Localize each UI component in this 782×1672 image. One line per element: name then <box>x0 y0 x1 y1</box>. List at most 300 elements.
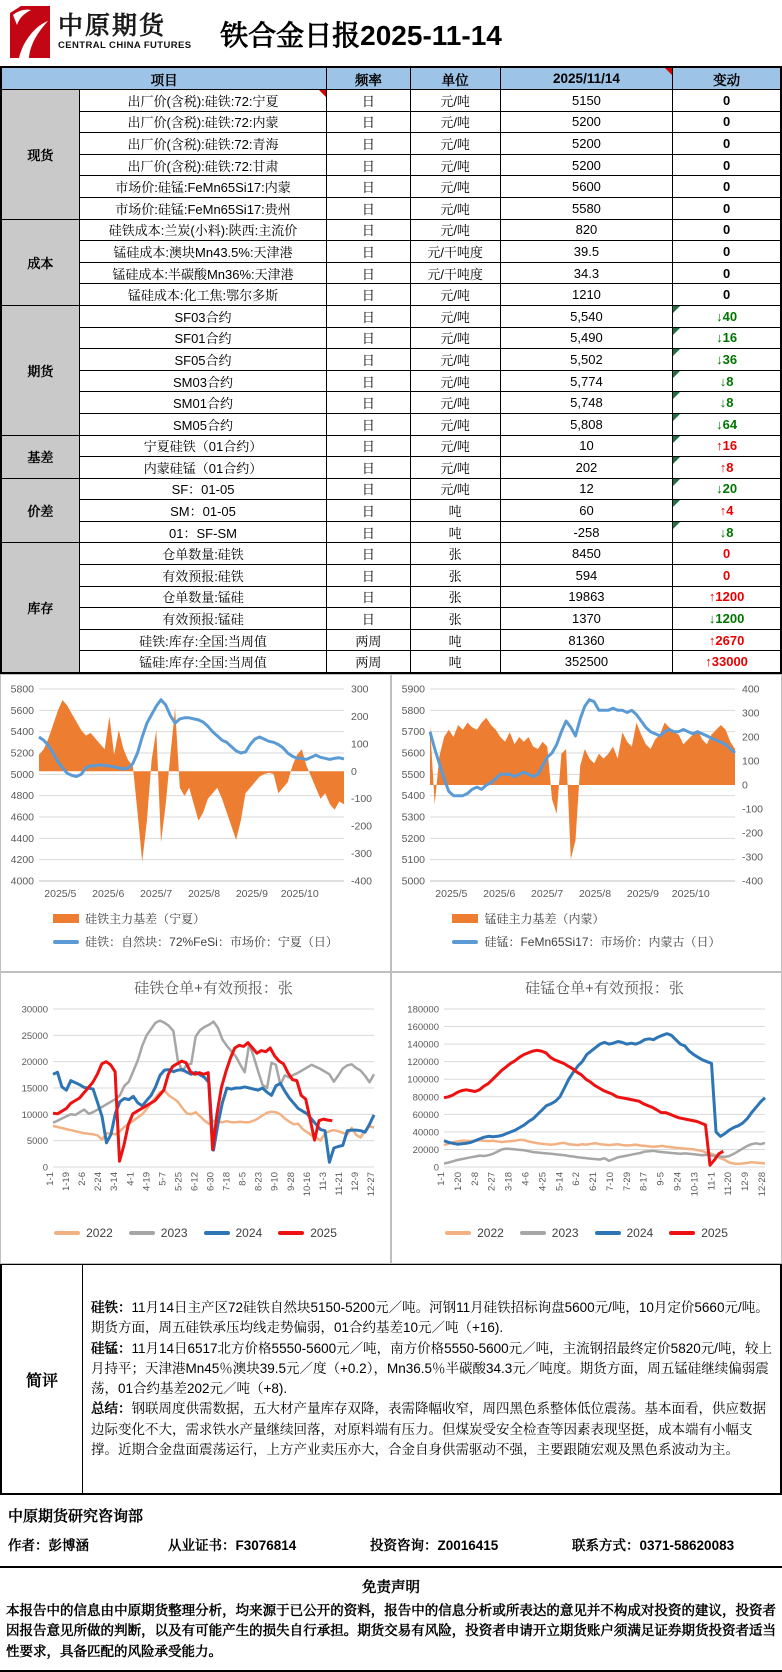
row-item: 硅铁:库存:全国:当周值 <box>79 629 327 651</box>
table-row <box>1 392 781 414</box>
table-row <box>1 262 781 284</box>
author: 作者：彭博涵 <box>8 1538 89 1554</box>
svg-text:-200: -200 <box>351 820 373 833</box>
row-freq: 日 <box>327 500 410 522</box>
chart-sm-warrants-panel <box>391 972 782 1264</box>
chart-sf-basis <box>1 675 390 908</box>
row-value: 5,540 <box>500 305 672 327</box>
legend-item <box>520 1226 579 1240</box>
svg-text:9-28: 9-28 <box>285 1172 297 1192</box>
row-item: 市场价:硅锰:FeMn65Si17:贵州 <box>79 197 327 219</box>
row-freq: 日 <box>327 608 410 630</box>
advisory-cert: 投资咨询：Z0016415 <box>370 1538 499 1554</box>
chart-sm-basis <box>392 675 781 908</box>
svg-text:5400: 5400 <box>10 726 34 739</box>
row-value: 5200 <box>500 111 672 133</box>
svg-text:5100: 5100 <box>401 854 425 867</box>
comment-section <box>0 1264 782 1495</box>
row-value: 594 <box>500 565 672 587</box>
report-header <box>0 0 782 66</box>
legend-item <box>595 1226 654 1240</box>
table-row <box>1 500 781 522</box>
row-change: 0 <box>673 565 781 587</box>
row-change: ↑16 <box>673 435 781 457</box>
svg-text:10-16: 10-16 <box>301 1172 313 1197</box>
row-change: 0 <box>673 133 781 155</box>
row-freq: 日 <box>327 457 410 479</box>
svg-text:2-8: 2-8 <box>469 1172 481 1186</box>
row-item: 出厂价(含税):硅铁:72:甘肃 <box>79 154 327 176</box>
table-row <box>1 435 781 457</box>
svg-text:1-1: 1-1 <box>45 1172 56 1186</box>
row-unit: 张 <box>410 608 500 630</box>
svg-text:2025/9: 2025/9 <box>626 888 659 901</box>
svg-text:30000: 30000 <box>21 1004 48 1016</box>
report-footer <box>0 1495 782 1568</box>
svg-text:6-30: 6-30 <box>205 1172 217 1192</box>
row-freq: 日 <box>327 111 410 133</box>
legend-swatch <box>520 1231 546 1235</box>
row-unit: 吨 <box>410 521 500 543</box>
row-unit: 元/吨 <box>410 284 500 306</box>
practice-cert: 从业证书：F3076814 <box>168 1538 297 1554</box>
row-change: ↓8 <box>673 521 781 543</box>
row-item: 锰硅成本:半碳酸Mn36%:天津港 <box>79 262 327 284</box>
svg-text:2025/5: 2025/5 <box>44 888 77 901</box>
svg-text:0: 0 <box>42 1162 48 1174</box>
row-unit: 元/吨 <box>410 413 500 435</box>
svg-text:120000: 120000 <box>407 1057 439 1069</box>
legend-label: 2024 <box>626 1226 654 1241</box>
row-change: 0 <box>673 241 781 263</box>
svg-text:5000: 5000 <box>26 1136 48 1148</box>
comment-body <box>83 1265 780 1493</box>
svg-text:5300: 5300 <box>401 811 425 824</box>
row-unit: 元/吨 <box>410 90 500 112</box>
row-unit: 元/吨 <box>410 457 500 479</box>
table-row <box>1 521 781 543</box>
chart-sf-basis-legend <box>53 910 338 950</box>
svg-text:6-2: 6-2 <box>571 1172 583 1186</box>
svg-text:2025/7: 2025/7 <box>140 888 173 901</box>
svg-text:1-19: 1-19 <box>61 1172 73 1192</box>
svg-text:5-7: 5-7 <box>157 1172 169 1186</box>
svg-text:6-21: 6-21 <box>588 1172 600 1192</box>
comment-label: 简评 <box>2 1265 83 1493</box>
series-basis <box>39 700 344 862</box>
comment-text: 钢联周度供需数据，五大材产量库存双降，表需降幅收窄，周四黑色系整体低位震荡。基本面看，供应数据边际变化不大，需求铁水产量继续回落，对原料端有压力。但煤炭受安全检查等因素表现坚挺，成本端有小幅支撑。近期合金盘面震荡运行，上方产业卖压亦大，合金自身供需驱动不强，主要跟随宏观及黑色系波动为主。 <box>91 1401 766 1457</box>
row-change: ↑4 <box>673 500 781 522</box>
legend-swatch <box>204 1231 230 1235</box>
legend-item <box>54 1226 113 1240</box>
svg-text:11-20: 11-20 <box>723 1172 735 1196</box>
legend-item <box>669 1226 728 1240</box>
row-item: 仓单数量:锰硅 <box>79 586 327 608</box>
svg-text:-200: -200 <box>742 827 764 840</box>
row-change: 0 <box>673 219 781 241</box>
svg-text:12-9: 12-9 <box>349 1172 361 1192</box>
legend-label: 2025 <box>701 1226 728 1241</box>
row-change: ↓16 <box>673 327 781 349</box>
row-value: 34.3 <box>500 262 672 284</box>
svg-text:2-27: 2-27 <box>486 1172 498 1192</box>
row-unit: 元/干吨度 <box>410 262 500 284</box>
svg-text:100000: 100000 <box>407 1074 439 1086</box>
svg-text:-300: -300 <box>742 851 764 864</box>
col-header-freq: 频率 <box>327 67 410 90</box>
svg-text:100: 100 <box>742 755 760 768</box>
row-value: 81360 <box>500 629 672 651</box>
chart-sf-warrants-legend <box>1 1226 390 1240</box>
chart-title: 硅铁仓单+有效预报：张 <box>134 980 293 998</box>
svg-text:5800: 5800 <box>401 704 425 717</box>
table-row <box>1 608 781 630</box>
table-header-row <box>1 67 781 90</box>
report-title: 铁合金日报2025-11-14 <box>220 20 502 51</box>
disclaimer-section <box>0 1568 782 1672</box>
row-value: 5200 <box>500 154 672 176</box>
svg-text:11-1: 11-1 <box>706 1172 718 1191</box>
legend-label: 硅铁：自然块：72%FeSi：市场价：宁夏（日） <box>85 935 338 950</box>
row-item: 出厂价(含税):硅铁:72:内蒙 <box>79 111 327 133</box>
row-change: ↓64 <box>673 413 781 435</box>
comment-paragraph <box>91 1339 772 1400</box>
row-freq: 日 <box>327 241 410 263</box>
svg-text:4600: 4600 <box>10 811 34 824</box>
row-value: 5600 <box>500 176 672 198</box>
disclaimer-body: 本报告中的信息由中原期货整理分析，均来源于已公开的资料，报告中的信息分析或所表达的意见并不构成对投资的建议，投资者因报告意见所做的判断，以及有可能产生的损失自行承担。期货交易有风险，投资者申请开立期货账户须满足证券期货投资者适当性要求，具备匹配的风险承受能力。 <box>6 1603 776 1659</box>
legend-swatch <box>278 1231 304 1235</box>
row-freq: 日 <box>327 305 410 327</box>
svg-text:5200: 5200 <box>10 747 34 760</box>
svg-text:8-23: 8-23 <box>253 1172 265 1192</box>
table-row <box>1 111 781 133</box>
row-item: 市场价:硅锰:FeMn65Si17:内蒙 <box>79 176 327 198</box>
comment-lead: 硅铁： <box>91 1300 132 1316</box>
legend-swatch <box>53 940 79 944</box>
legend-item <box>445 1226 504 1240</box>
row-unit: 吨 <box>410 500 500 522</box>
svg-text:5500: 5500 <box>401 768 425 781</box>
svg-text:-100: -100 <box>742 803 764 816</box>
row-change: ↓20 <box>673 478 781 500</box>
row-freq: 日 <box>327 349 410 371</box>
row-freq: 日 <box>327 521 410 543</box>
chart-title: 硅锰仓单+有效预报：张 <box>525 980 684 998</box>
table-row <box>1 651 781 673</box>
svg-text:2025/6: 2025/6 <box>92 888 125 901</box>
svg-text:9-5: 9-5 <box>655 1172 667 1186</box>
comment-lead: 总结： <box>91 1401 132 1417</box>
svg-text:2025/9: 2025/9 <box>235 888 268 901</box>
row-freq: 日 <box>327 176 410 198</box>
chart-sm-basis-legend <box>452 910 720 950</box>
svg-text:5900: 5900 <box>401 683 425 696</box>
comment-lead: 硅锰： <box>91 1340 132 1356</box>
price-table <box>0 66 782 674</box>
series-2024 <box>444 1034 765 1145</box>
row-change: ↑1200 <box>673 586 781 608</box>
series-2023 <box>53 1021 374 1123</box>
svg-text:7-18: 7-18 <box>221 1172 233 1192</box>
svg-text:8-17: 8-17 <box>638 1172 650 1192</box>
row-unit: 元/干吨度 <box>410 241 500 263</box>
table-row <box>1 478 781 500</box>
svg-text:400: 400 <box>742 683 760 696</box>
row-change: 0 <box>673 543 781 565</box>
legend-label: 2022 <box>86 1226 113 1241</box>
legend-label: 硅锰：FeMn65Si17：市场价：内蒙古（日） <box>484 935 721 950</box>
svg-text:2025/8: 2025/8 <box>187 888 221 901</box>
row-freq: 日 <box>327 154 410 176</box>
row-value: 5,774 <box>500 370 672 392</box>
row-freq: 日 <box>327 262 410 284</box>
row-unit: 吨 <box>410 651 500 673</box>
disclaimer-title: 免责声明 <box>362 1580 420 1597</box>
svg-text:1-1: 1-1 <box>436 1172 447 1186</box>
svg-text:7-10: 7-10 <box>604 1172 616 1192</box>
row-freq: 日 <box>327 370 410 392</box>
row-unit: 元/吨 <box>410 133 500 155</box>
row-unit: 元/吨 <box>410 435 500 457</box>
row-value: 5200 <box>500 133 672 155</box>
svg-text:4-6: 4-6 <box>520 1172 532 1186</box>
row-value: 352500 <box>500 651 672 673</box>
row-unit: 张 <box>410 565 500 587</box>
svg-text:200: 200 <box>742 731 760 744</box>
table-row <box>1 349 781 371</box>
row-item: SM：01-05 <box>79 500 327 522</box>
svg-text:5000: 5000 <box>10 768 34 781</box>
svg-text:40000: 40000 <box>412 1127 439 1139</box>
table-row <box>1 370 781 392</box>
svg-text:2-24: 2-24 <box>93 1172 105 1192</box>
svg-text:5200: 5200 <box>401 832 425 845</box>
col-header-unit: 单位 <box>410 67 500 90</box>
svg-text:300: 300 <box>351 683 369 696</box>
row-change: ↓1200 <box>673 608 781 630</box>
table-row <box>1 219 781 241</box>
row-unit: 元/吨 <box>410 478 500 500</box>
chart-sm-warrants-legend <box>392 1226 781 1240</box>
svg-text:5-25: 5-25 <box>173 1172 185 1192</box>
row-item: 锰硅:库存:全国:当周值 <box>79 651 327 673</box>
svg-text:11-3: 11-3 <box>317 1172 329 1191</box>
row-unit: 元/吨 <box>410 327 500 349</box>
table-row <box>1 154 781 176</box>
row-change: ↑8 <box>673 457 781 479</box>
svg-text:-400: -400 <box>351 875 373 888</box>
row-category: 现货 <box>1 90 79 220</box>
row-item: 锰硅成本:澳块Mn43.5%:天津港 <box>79 241 327 263</box>
row-item: SM05合约 <box>79 413 327 435</box>
row-value: 39.5 <box>500 241 672 263</box>
svg-text:10-13: 10-13 <box>689 1172 701 1197</box>
svg-text:12-27: 12-27 <box>366 1172 377 1197</box>
svg-text:1-20: 1-20 <box>452 1172 464 1192</box>
svg-text:5400: 5400 <box>401 790 425 803</box>
row-change: ↓36 <box>673 349 781 371</box>
svg-text:180000: 180000 <box>407 1004 439 1016</box>
legend-swatch <box>452 940 478 944</box>
row-category: 价差 <box>1 478 79 543</box>
row-item: 硅铁成本:兰炭(小料):陕西:主流价 <box>79 219 327 241</box>
chart-sm-warrants <box>392 973 781 1224</box>
row-unit: 张 <box>410 543 500 565</box>
legend-item <box>452 910 604 927</box>
chart-sf-warrants <box>1 973 390 1224</box>
legend-item <box>53 933 338 950</box>
legend-label: 硅铁主力基差（宁夏） <box>85 912 206 927</box>
svg-text:4400: 4400 <box>10 832 34 845</box>
row-item: 出厂价(含税):硅铁:72:宁夏 <box>79 90 327 112</box>
legend-item <box>452 933 720 950</box>
svg-text:100: 100 <box>351 738 369 751</box>
svg-text:140000: 140000 <box>407 1039 439 1051</box>
col-header-date: 2025/11/14 <box>500 67 672 90</box>
svg-text:5600: 5600 <box>401 747 425 760</box>
legend-label: 2025 <box>310 1226 337 1241</box>
row-item: SM01合约 <box>79 392 327 414</box>
row-freq: 日 <box>327 543 410 565</box>
row-item: 有效预报:硅铁 <box>79 565 327 587</box>
svg-text:4-25: 4-25 <box>537 1172 549 1192</box>
svg-text:-300: -300 <box>351 848 373 861</box>
row-unit: 元/吨 <box>410 392 500 414</box>
company-name-cn: 中原期货 <box>58 11 167 40</box>
charts-grid <box>0 674 782 1264</box>
row-unit: 元/吨 <box>410 111 500 133</box>
row-value: 5,502 <box>500 349 672 371</box>
department-name: 中原期货研究咨询部 <box>8 1508 144 1526</box>
row-value: 12 <box>500 478 672 500</box>
row-change: ↓8 <box>673 370 781 392</box>
row-unit: 元/吨 <box>410 370 500 392</box>
svg-text:4-19: 4-19 <box>141 1172 153 1192</box>
row-item: 内蒙硅锰（01合约） <box>79 457 327 479</box>
svg-text:3-14: 3-14 <box>109 1172 121 1192</box>
svg-text:80000: 80000 <box>412 1092 439 1104</box>
legend-swatch <box>452 914 478 923</box>
row-freq: 日 <box>327 90 410 112</box>
svg-text:60000: 60000 <box>412 1109 439 1121</box>
svg-text:300: 300 <box>742 707 760 720</box>
row-item: 01：SF-SM <box>79 521 327 543</box>
legend-item <box>53 910 205 927</box>
svg-text:2-6: 2-6 <box>77 1172 89 1186</box>
row-freq: 日 <box>327 392 410 414</box>
legend-item <box>204 1226 263 1240</box>
svg-text:5000: 5000 <box>401 875 425 888</box>
row-category: 成本 <box>1 219 79 305</box>
row-item: SF：01-05 <box>79 478 327 500</box>
row-value: 5580 <box>500 197 672 219</box>
col-header-item: 项目 <box>1 67 327 90</box>
row-unit: 元/吨 <box>410 219 500 241</box>
legend-label: 锰硅主力基差（内蒙） <box>484 912 605 927</box>
row-item: 仓单数量:硅铁 <box>79 543 327 565</box>
svg-text:12-9: 12-9 <box>740 1172 752 1192</box>
table-row <box>1 284 781 306</box>
svg-text:3-18: 3-18 <box>503 1172 515 1192</box>
row-freq: 日 <box>327 219 410 241</box>
row-item: 有效预报:锰硅 <box>79 608 327 630</box>
row-value: 8450 <box>500 543 672 565</box>
svg-text:6-12: 6-12 <box>189 1172 201 1192</box>
svg-text:0: 0 <box>433 1162 439 1174</box>
row-change: 0 <box>673 176 781 198</box>
comment-text: 11月14日6517北方价格5550-5600元／吨，南方价格5550-5600元／吨，主流钢招最终定价5820元/吨，较上月持平；天津港Mn45％澳块39.5元／度（+0.2），Mn36.5％半碳酸34.3元／吨度。期货方面，周五锰硅继续偏弱震荡，01合约基差202元／吨（+8). <box>91 1340 772 1397</box>
row-unit: 张 <box>410 586 500 608</box>
table-row <box>1 629 781 651</box>
row-value: 5,490 <box>500 327 672 349</box>
svg-text:200: 200 <box>351 710 369 723</box>
svg-text:9-24: 9-24 <box>672 1172 684 1192</box>
row-item: 宁夏硅铁（01合约） <box>79 435 327 457</box>
svg-text:25000: 25000 <box>21 1030 48 1042</box>
svg-text:5-14: 5-14 <box>554 1172 566 1192</box>
legend-swatch <box>595 1231 621 1235</box>
legend-swatch <box>53 914 79 923</box>
row-unit: 元/吨 <box>410 349 500 371</box>
svg-text:5700: 5700 <box>401 726 425 739</box>
svg-text:20000: 20000 <box>21 1057 48 1069</box>
row-value: 60 <box>500 500 672 522</box>
table-row <box>1 457 781 479</box>
svg-text:4200: 4200 <box>10 854 34 867</box>
row-item: SF03合约 <box>79 305 327 327</box>
row-freq: 日 <box>327 586 410 608</box>
legend-swatch <box>54 1231 80 1235</box>
svg-text:4800: 4800 <box>10 790 34 803</box>
chart-sf-warrants-panel <box>0 972 391 1264</box>
legend-swatch <box>445 1231 471 1235</box>
row-freq: 两周 <box>327 651 410 673</box>
row-value: 820 <box>500 219 672 241</box>
row-category: 基差 <box>1 435 79 478</box>
row-change: 0 <box>673 90 781 112</box>
row-freq: 日 <box>327 197 410 219</box>
svg-text:0: 0 <box>351 765 357 778</box>
chart-sm-basis-panel <box>391 674 782 972</box>
comment-paragraph <box>91 1298 772 1339</box>
row-change: ↓40 <box>673 305 781 327</box>
comment-text: 11月14日主产区72硅铁自然块5150-5200元／吨。河钢11月硅铁招标询盘5600元/吨，10月定价5660元/吨。期货方面，周五硅铁承压均线走势偏弱，01合约基差10元／吨（+16). <box>91 1300 769 1336</box>
svg-text:2025/5: 2025/5 <box>435 888 468 901</box>
row-unit: 元/吨 <box>410 176 500 198</box>
table-row <box>1 565 781 587</box>
row-category: 库存 <box>1 543 79 673</box>
table-row <box>1 90 781 112</box>
row-category: 期货 <box>1 305 79 435</box>
table-row <box>1 133 781 155</box>
row-value: 5,808 <box>500 413 672 435</box>
row-value: 202 <box>500 457 672 479</box>
row-value: 10 <box>500 435 672 457</box>
legend-label: 2022 <box>477 1226 504 1241</box>
row-unit: 元/吨 <box>410 154 500 176</box>
row-item: 锰硅成本:化工焦:鄂尔多斯 <box>79 284 327 306</box>
svg-text:2025/10: 2025/10 <box>280 888 319 901</box>
svg-text:7-29: 7-29 <box>621 1172 633 1192</box>
svg-text:2025/7: 2025/7 <box>531 888 564 901</box>
svg-text:12-28: 12-28 <box>757 1172 768 1197</box>
legend-label: 2023 <box>160 1226 188 1241</box>
row-change: 0 <box>673 111 781 133</box>
comment-paragraph <box>91 1399 772 1460</box>
col-header-change: 变动 <box>673 67 781 90</box>
row-freq: 日 <box>327 478 410 500</box>
